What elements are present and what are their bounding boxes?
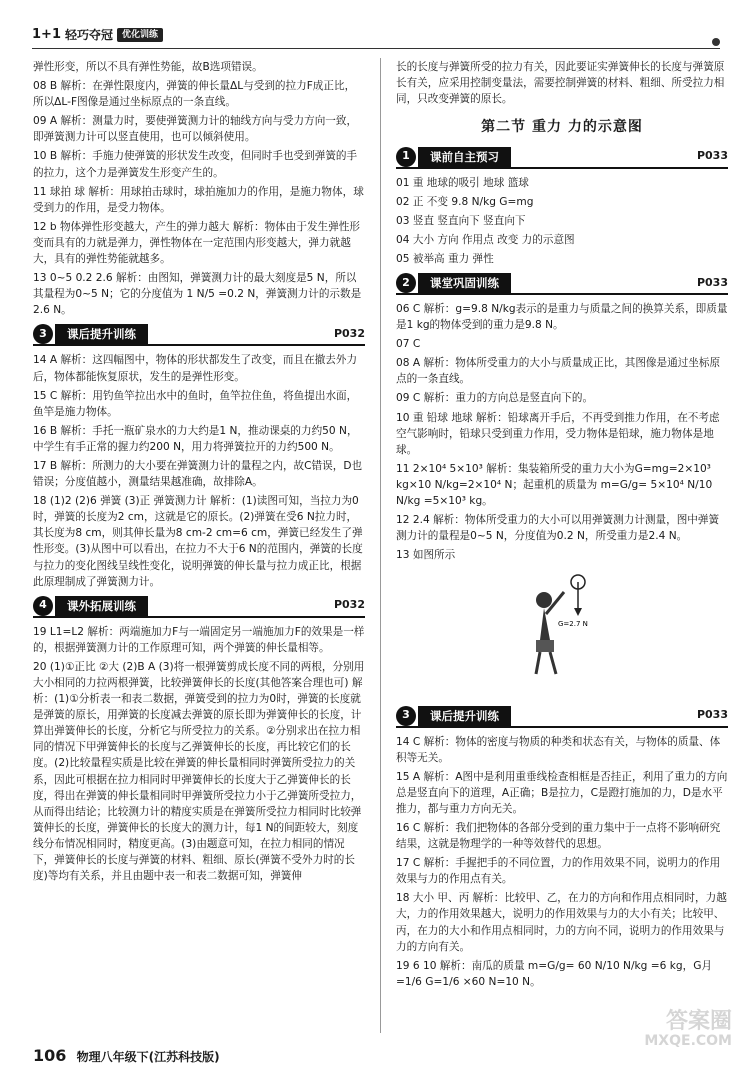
left-mid-list (33, 352, 365, 589)
answer-item: 07 C (396, 338, 421, 351)
band-page-code: P033 (696, 275, 728, 289)
brand-badge: 优化训练 (117, 28, 163, 42)
player-leg-left-icon (536, 652, 540, 674)
page-header (32, 26, 720, 49)
answer-item: 13 如图所示 (396, 549, 456, 562)
answer-item: 12 b 物体弹性形变越大，产生的弹力越大 解析：物体由于发生弹性形变而具有的力就是弹力，弹性物体在一定范围内形变越大，弹力就越大，具有的弹性势能就越多。 (33, 220, 360, 266)
arrow-head-icon (574, 608, 582, 616)
watermark-sub: MXQE.COM (644, 1033, 732, 1050)
answer-item: 19 6 10 解析：南瓜的质量 m=G/g= 60 N/10 N/kg =6 kg，G月=1/6 G=1/6 ×60 N=10 N。 (396, 959, 713, 988)
answer-item: 13 0~5 0.2 2.6 解析：由图知，弹簧测力计的最大刻度是5 N，所以其量程为0~5 N；它的分度值为 1 N/5 =0.2 N，弹簧测力计的示数是2.6 N。 (33, 272, 362, 317)
player-head-icon (536, 592, 552, 608)
band-number: 4 (33, 596, 53, 616)
answer-item: 16 B 解析：手托一瓶矿泉水的力大约是1 N，推动课桌的力约50 N，中学生有手正常的握力约200 N，用力将弹簧拉开的力约500 N。 (33, 424, 358, 453)
answer-item: 18 (1)2 (2)6 弹簧 (3)正 弹簧测力计 解析：(1)读图可知，当拉力为0时，弹簧的长度为2 cm，这就是它的原长。(2)弹簧在受6 N拉力时，其长度为8 cm，则其伸长量为8 cm-2 cm=6 cm，弹簧已经发生了弹性形变。(3)从图中可以看出，在拉力不大于6 N的范围内，弹簧的长度与拉力的变化图线呈线性变化，说明弹簧的伸长量与拉力成正比，根据此原理制成了弹簧测力计。 (33, 495, 363, 588)
band-title: 课前自主预习 (418, 147, 511, 167)
answer-item: 02 正 不变 9.8 N/kg G=mg (396, 195, 534, 208)
section-title: 第二节 重力 力的示意图 (481, 119, 643, 136)
page-number: 106 (33, 1046, 67, 1065)
page-footer (33, 1044, 220, 1068)
watermark-logo (644, 1010, 732, 1050)
section-band-preview (396, 147, 728, 169)
answer-item: 06 C 解析：g=9.8 N/kg表示的是重力与质量之间的换算关系，即质量是1 kg的物体受到的重力是9.8 N。 (396, 303, 728, 332)
answer-item: 11 2×10⁴ 5×10³ 解析：集装箱所受的重力大小为G=mg=2×10³ kg×10 N/kg=2×10⁴ N；起重机的质量为 m=G/g= 5×10⁴ N/10 N/kg =5×10³ kg。 (396, 462, 713, 508)
answer-item: 19 L1=L2 解析：两端施加力F与一端固定另一端施加力F的效果是一样的，根据弹簧测力计的工作原理可知，两个弹簧的伸长量相等。 (33, 625, 365, 654)
band-page-code: P033 (696, 708, 728, 722)
section-band-consolidate (396, 273, 728, 295)
band-title: 课外拓展训练 (55, 596, 148, 616)
band-title: 课堂巩固训练 (418, 273, 511, 293)
left-post-list (33, 624, 365, 885)
band-title: 课后提升训练 (418, 706, 511, 726)
column-divider (380, 58, 381, 1033)
answer-item: 14 C 解析：物体的密度与物质的种类和状态有关，与物体的质量、体积等无关。 (396, 735, 721, 764)
answer-item: 09 A 解析：测量力时，要使弹簧测力计的轴线方向与受力方向一致，即弹簧测力计可以竖直使用，也可以倾斜使用。 (33, 115, 358, 144)
answer-item: 15 A 解析：A图中是利用重垂线检查相框是否挂正，利用了重力的方向总是竖直向下的道理，A正确；B是拉力，C是蹬打施加的力，D是水平推力，都与重力方向无关。 (396, 770, 728, 815)
brand-logo (32, 26, 163, 44)
answer-item: 09 C 解析：重力的方向总是竖直向下的。 (396, 392, 594, 405)
answer-item: 05 被举高 重力 弹性 (396, 252, 494, 265)
continued-answer: 长的长度与弹簧所受的拉力有关，因此要证实弹簧伸长的长度与弹簧原长有关，应采用控制变量法，需要控制弹簧的材料、粗细、所受拉力相同，只改变弹簧的原长。 (396, 61, 725, 106)
answer-item: 弹性形变，所以不具有弹性势能，故B选项错误。 (33, 61, 263, 73)
answer-item: 11 球拍 球 解析：用球拍击球时，球拍施加力的作用，是施力物体，球受到力的作用，是受力物体。 (33, 185, 364, 214)
answer-item: 17 B 解析：所测力的大小要在弹簧测力计的量程之内，故C错误，D也错误；分度值越小，测量结果越准确，故排除A。 (33, 459, 363, 489)
left-pre-list (33, 59, 365, 318)
band-page-code: P032 (333, 327, 365, 341)
answer-item: 08 A 解析：物体所受重力的大小与质量成正比，其图像是通过坐标原点的一条直线。 (396, 357, 721, 386)
watermark-main: 答案圈 (665, 1009, 732, 1034)
right-column (396, 58, 728, 993)
right-post-list (396, 734, 728, 990)
book-title: 物理八年级下(江苏科技版) (76, 1050, 220, 1064)
gravity-diagram-figure (506, 570, 626, 690)
gravity-label: G=2.7 N (558, 620, 588, 629)
answer-item: 01 重 地球的吸引 地球 篮球 (396, 176, 529, 189)
band-number: 3 (396, 706, 416, 726)
answer-item: 10 重 铅球 地球 解析：铅球离开手后，不再受到推力作用，在不考虑空气影响时，铅球只受到重力作用，受力物体是铅球，施力物体是地球。 (396, 411, 720, 456)
player-leg-right-icon (550, 652, 556, 674)
section-band-after-class (33, 324, 365, 346)
consolidate-list (396, 301, 728, 563)
answer-item: 15 C 解析：用钓鱼竿拉出水中的鱼时，鱼竿拉住鱼，将鱼提出水面，鱼竿是施力物体。 (33, 389, 358, 418)
answer-item: 14 A 解析：这四幅图中，物体的形状都发生了改变，而且在撤去外力后，物体都能恢复原状，发生的是弹性形变。 (33, 354, 358, 383)
answer-item: 16 C 解析：我们把物体的各部分受到的重力集中于一点将不影响研究结果，这就是物理学的一种等效替代的思想。 (396, 821, 721, 851)
answer-item: 20 (1)①正比 ②大 (2)B A (3)将一根弹簧剪成长度不同的两根，分别用大小相同的力拉两根弹簧，比较弹簧伸长的长度(其他答案合理也可) 解析：(1)①分析表一和表二数据，弹簧受到的拉力为0时，弹簧的长度就是弹簧的原长，用弹簧的长度减去弹簧的原长即为弹簧伸长的长度，计算出弹簧伸长的长度，分析它与所受拉力的关系。②分别求出在拉力相同的情况下甲弹簧伸长的长度与乙弹簧伸长的长度，再比较它们的长度。(2)比较量程实质是比较在弹簧的伸长量相同时弹簧所受拉力的关系，因此可根据在拉力相同时甲弹簧伸长的长度大于乙弹簧伸长的长度，得出在弹簧的伸长量相同时甲弹簧所受拉力小于乙弹簧所受拉力，从而得出结论；比较测力计的精度实质是在弹簧所受拉力相同时比较弹簧伸长的长度，弹簧伸长的长度大的测力计，每1 N的间距较大，刻度线分布情况相同时，精度更高。(3)由题意可知，在拉力相同的情况下，弹簧伸长的长度与弹簧的材料、粗细、原长(弹簧不受外力时的长度)等均有关系，并且由题中表一和表二数据可知，弹簧伸 (33, 660, 365, 883)
answer-item: 03 竖直 竖直向下 竖直向下 (396, 214, 526, 227)
header-dot-icon (712, 38, 720, 46)
brand-mark: 1+1 (32, 27, 61, 43)
answer-item: 17 C 解析：手握把手的不同位置，力的作用效果不同，说明力的作用效果与力的作用点有关。 (396, 857, 721, 886)
band-title: 课后提升训练 (55, 324, 148, 344)
band-number: 3 (33, 324, 53, 344)
band-page-code: P032 (333, 598, 365, 612)
player-shorts-icon (536, 640, 554, 652)
answer-item: 08 B 解析：在弹性限度内，弹簧的伸长量ΔL与受到的拉力F成正比，所以ΔL-F图像是通过坐标原点的一条直线。 (33, 80, 356, 109)
preview-list (396, 175, 728, 267)
band-number: 2 (396, 273, 416, 293)
section-band-after-class-2 (396, 706, 728, 728)
band-page-code: P033 (696, 149, 728, 163)
left-column (33, 58, 365, 887)
answer-item: 10 B 解析：手施力使弹簧的形状发生改变，但同时手也受到弹簧的手的拉力，这个力是弹簧发生形变产生的。 (33, 150, 358, 179)
band-number: 1 (396, 147, 416, 167)
answer-item: 12 2.4 解析：物体所受重力的大小可以用弹簧测力计测量，图中弹簧测力计的量程是0~5 N，分度值为0.2 N，所受重力是2.4 N。 (396, 514, 720, 543)
brand-name: 轻巧夺冠 (64, 27, 113, 42)
answer-item: 04 大小 方向 作用点 改变 力的示意图 (396, 233, 575, 246)
section-band-extension (33, 596, 365, 618)
answer-item: 18 大小 甲、丙 解析：比较甲、乙，在力的方向和作用点相同时，力越大，力的作用效果越大，说明力的作用效果与力的大小有关；比较甲、丙，在力的大小和作用点相同时，力的方向不同，说明力的作用效果与力的方向有关。 (396, 892, 727, 953)
